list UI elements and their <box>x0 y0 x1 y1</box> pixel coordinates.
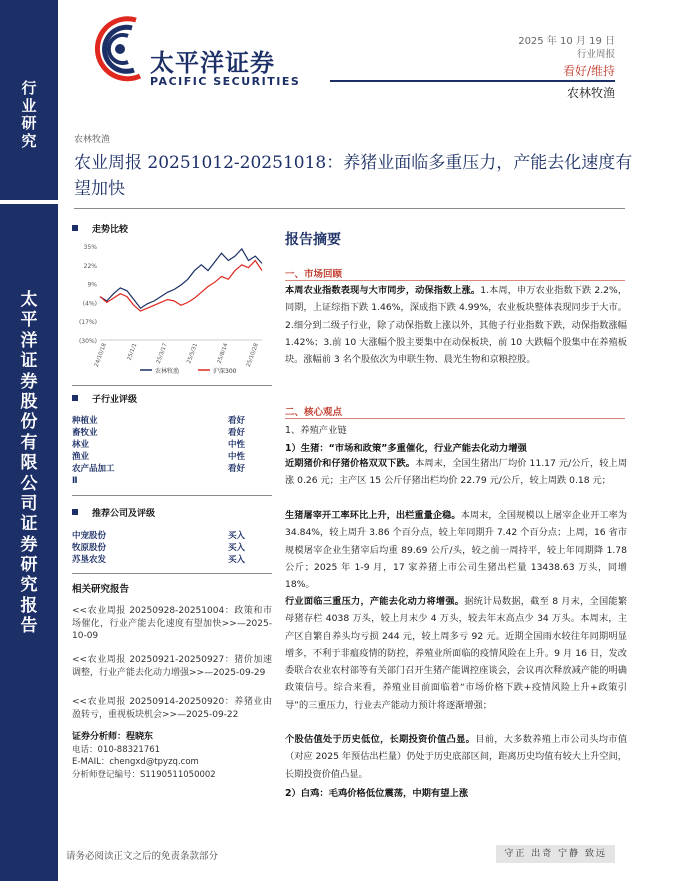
table-cell-rating: 看好 <box>228 428 246 438</box>
hog-heading: 1）生猪：“市场和政策”多重催化，行业产能去化动力增强 <box>285 443 527 454</box>
valuation-text: 目前，大多数养殖上市公司头均市值（对应 2025 年预估出栏量）仍处于历史底部区间，距离历史均值有较大上升空间，长期投资价值凸显。 <box>285 734 628 780</box>
sidebar-char: 证 <box>20 514 38 535</box>
y-tick-label: 9% <box>87 281 97 289</box>
sidebar-label-company <box>0 290 58 637</box>
sidebar-char: 券 <box>20 371 38 392</box>
trend-heading-label: 走势比较 <box>92 225 129 235</box>
hog-price-lead: 近期猪价和仔猪价格双双下跌。 <box>285 458 416 469</box>
y-tick-label: (30%) <box>78 338 97 345</box>
market-review-paragraph <box>285 282 627 368</box>
sidebar-char: 业 <box>21 96 37 115</box>
table-cell-rating: 买入 <box>228 531 246 541</box>
sidebar-char: 公 <box>20 473 38 494</box>
recommend-heading <box>72 506 155 519</box>
industry-rating: 看好/维持 <box>562 64 615 78</box>
sub-industry-row <box>72 439 272 451</box>
analyst-phone: 电话：010-88321761 <box>72 744 161 755</box>
square-bullet-icon <box>72 509 78 515</box>
table-cell-name: 苏垦农发 <box>72 555 107 565</box>
recommend-row <box>72 542 272 554</box>
sidebar-char: 司 <box>20 493 38 514</box>
pressure-paragraph <box>285 593 627 714</box>
slaughter-text: 本周末，全国规模以上屠宰企业开工率为 34.84%，较上周升 3.86 个百分点，较上年同期升 7.42 个百分点；上周，16 省市规模屠宰企业生猪宰后均重 89.69 公斤/头，较之前一周持平，较上年同期降 1.78 公斤；2025 年 1-9 月，17 家养猪上市公司生猪出栏量 13438.63 万头，同增 18%。 <box>285 510 628 591</box>
x-tick-label: 24/10/18 <box>93 342 108 368</box>
market-review-text: 1.本周，申万农业指数下跌 2.2%，同期，上证综指下跌 1.46%，深成指下跌 4.99%，农业板块整体表现同步于大市。2.细分到二级子行业，除了动保指数上涨以外，其他子行业指数下跌，动保指数涨幅 1.42%；3.前 10 大涨幅个股主要集中在动保板块，前 10 大跌幅个股集中在养殖板块。涨幅前 3 名个股依次为申联生物、晨光生物和京粮控股。 <box>285 285 628 366</box>
y-tick-label: 22% <box>83 262 97 270</box>
x-tick-label: 25/1/1 <box>126 342 139 362</box>
motto-tag: 守正 出奇 宁静 致远 <box>496 845 615 863</box>
table-cell-name: 渔业 <box>72 452 90 462</box>
sidebar-char: 证 <box>20 351 38 372</box>
logo-english-name: PACIFIC SECURITIES <box>150 75 301 88</box>
trend-heading <box>72 222 128 235</box>
analyst-block <box>72 731 272 781</box>
sub-industry-row <box>72 475 272 487</box>
slaughter-lead: 生猪屠宰开工率环比上升，出栏重量企稳。 <box>285 510 461 521</box>
analyst-cert: 分析师登记编号：S1190511050002 <box>72 769 216 780</box>
table-cell-name: 种植业 <box>72 416 98 426</box>
sidebar-char: 研 <box>21 114 37 133</box>
table-cell-rating: 买入 <box>228 543 246 553</box>
header-rule <box>330 80 615 82</box>
section-market-review: 一、市场回顾 <box>285 269 343 280</box>
left-divider <box>72 573 272 574</box>
sub-industry-heading <box>72 392 137 405</box>
table-cell-name: 牧原股份 <box>72 543 107 553</box>
table-cell-name: 中宠股份 <box>72 531 107 541</box>
recommend-table <box>72 530 272 566</box>
sidebar-label-research <box>0 80 58 151</box>
related-report-2[interactable]: <<农业周报 20250921-20250927：猪价加速调整，行业产能去化动力增强>>—2025-09-29 <box>72 655 272 678</box>
hog-price-text: 本周末，全国生猪出厂均价 11.17 元/公斤，较上周涨 0.26 元；主产区 15 公斤仔猪出栏均价 22.79 元/公斤，较上周跌 0.18 元； <box>285 458 627 487</box>
pressure-text: 据统计局数据，截至 8 月末，全国能繁母猪存栏 4038 万头，较上月末少 4 万头，较去年末高点少 34 万头。本周末，主产区自繁自养头均亏损 244 元，较上周多亏 92 元。近期全国雨水较往年同期明显增多，不利于非瘟疫情的防控，养殖业所面临的疫情风险在上升。9 月 16 日，发改委联合农业农村部等有关部门召开生猪产能调控座谈会，会议再次释放减产能的明确政策信号。综合来看，养殖业目前面临着“市场价格下跌+疫情风险上升+政策引导”的三重压力，行业去产能动力预计将逐渐增强； <box>285 596 628 711</box>
section-rule <box>285 418 625 419</box>
logo-name: 太平洋证券 <box>150 49 275 77</box>
sub-industry-row <box>72 415 272 427</box>
sidebar-char: 限 <box>20 453 38 474</box>
valuation-lead: 个股估值处于历史低位，长期投资价值凸显。 <box>285 734 476 745</box>
sidebar-char: 告 <box>20 616 38 637</box>
related-report-3[interactable]: <<农业周报 20250914-20250920：养猪业由盈转亏，重视板块机会>>—2025-09-22 <box>72 697 272 720</box>
recommend-row <box>72 554 272 566</box>
sidebar-char: 报 <box>20 595 38 616</box>
recommend-row <box>72 530 272 542</box>
section-rule <box>285 280 625 281</box>
square-bullet-icon <box>72 225 78 231</box>
sub-industry-row <box>72 463 272 475</box>
table-cell-rating: 看好 <box>228 464 246 474</box>
abstract-title: 报告摘要 <box>285 232 341 248</box>
broiler-heading: 2）白鸡：毛鸡价格低位震荡，中期有望上涨 <box>285 788 469 799</box>
table-cell-rating: 中性 <box>228 452 246 462</box>
sidebar-char: 平 <box>20 310 38 331</box>
table-cell-rating: 买入 <box>228 555 246 565</box>
related-heading: 相关研究报告 <box>72 584 130 595</box>
sub-industry-table <box>72 415 272 487</box>
y-tick-label: (17%) <box>78 319 97 327</box>
slaughter-paragraph <box>285 507 627 593</box>
x-tick-label: 25/8/14 <box>216 342 230 365</box>
analyst-name: 证券分析师：程晓东 <box>72 732 154 742</box>
sidebar-char: 究 <box>21 132 37 151</box>
report-date: 2025 年 10 月 19 日 <box>518 36 615 47</box>
recommend-heading-label: 推荐公司及评级 <box>92 509 156 519</box>
table-cell-rating <box>228 475 272 487</box>
sidebar-char: 行 <box>21 79 37 97</box>
sidebar-char: 研 <box>20 555 38 576</box>
title-divider <box>74 208 625 209</box>
header-industry: 农林牧渔 <box>566 86 615 100</box>
table-cell-name: Ⅱ <box>72 476 78 486</box>
y-tick-label: 35% <box>83 244 97 251</box>
trend-chart <box>74 240 270 380</box>
related-report-1[interactable]: <<农业周报 20250928-20251004：政策和市场催化，行业产能去化速度有望加快>>—2025-10-09 <box>72 606 272 641</box>
sidebar-char: 有 <box>20 432 38 453</box>
sub-industry-heading-label: 子行业评级 <box>92 395 138 405</box>
analyst-email[interactable]: E-MAIL：chengxd@tpyzq.com <box>72 757 199 768</box>
hog-price-paragraph <box>285 455 627 490</box>
left-divider <box>72 385 272 386</box>
sidebar-char: 份 <box>20 412 38 433</box>
square-bullet-icon <box>72 395 78 401</box>
sidebar-char: 股 <box>20 391 38 412</box>
table-cell-rating: 看好 <box>228 416 246 426</box>
sidebar-char: 太 <box>20 290 38 310</box>
subsection-breeding: 1、养殖产业链 <box>285 425 347 436</box>
series-line-沪深300 <box>100 261 262 312</box>
left-divider <box>72 495 272 496</box>
market-review-lead: 本周农业指数表现与大市同步，动保指数上涨。 <box>285 285 481 296</box>
section-core-view: 二、核心观点 <box>285 407 343 418</box>
legend-label: 沪深300 <box>213 368 237 375</box>
x-tick-label: 25/10/28 <box>245 342 260 368</box>
series-line-农林牧渔 <box>100 249 262 308</box>
table-cell-name: 畜牧业 <box>72 428 98 438</box>
valuation-paragraph <box>285 731 627 783</box>
sub-industry-row <box>72 427 272 439</box>
sidebar-char: 券 <box>20 534 38 555</box>
breadcrumb: 农林牧渔 <box>74 135 111 145</box>
pressure-lead: 行业面临三重压力，产能去化动力将增强。 <box>285 596 465 607</box>
x-tick-label: 25/5/31 <box>186 342 200 365</box>
table-cell-name: 农产品加工 <box>72 464 115 474</box>
page-title: 农业周报 20251012-20251018：养猪业面临多重压力，产能去化速度有望加快 <box>74 153 633 199</box>
report-type: 行业周报 <box>576 49 615 60</box>
sub-industry-row <box>72 451 272 463</box>
table-cell-name: 林业 <box>72 440 90 450</box>
disclaimer-note: 请务必阅读正文之后的免责条款部分 <box>66 851 219 862</box>
sidebar-char: 究 <box>20 575 38 596</box>
legend-label: 农林牧渔 <box>155 368 180 375</box>
x-tick-label: 25/3/17 <box>155 342 169 365</box>
y-tick-label: (4%) <box>82 300 97 308</box>
sidebar-char: 洋 <box>20 330 38 351</box>
table-cell-rating: 中性 <box>228 440 246 450</box>
